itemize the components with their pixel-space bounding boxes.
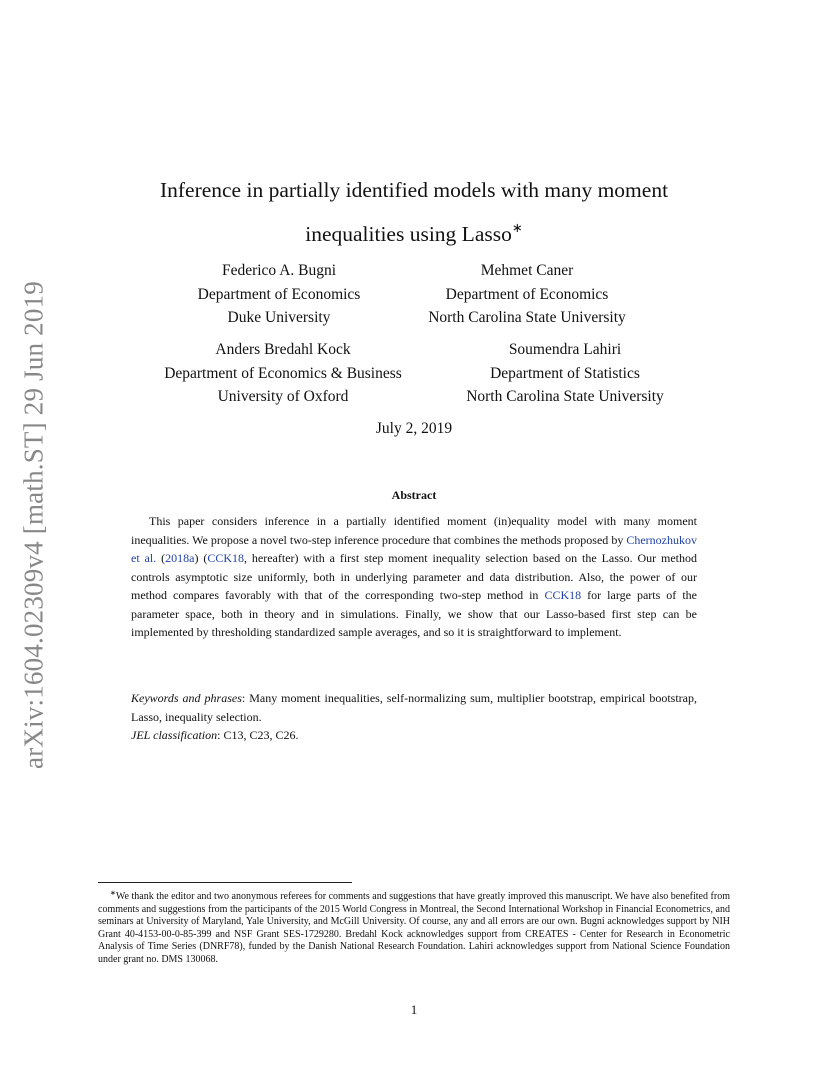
author-name: Anders Bredahl Kock — [215, 341, 351, 358]
author-institution: North Carolina State University — [466, 388, 664, 405]
jel-line — [131, 726, 697, 745]
author-institution: North Carolina State University — [428, 309, 626, 326]
citation-link-year[interactable]: 2018a — [165, 551, 195, 565]
title-line-2-text: inequalities using Lasso — [305, 222, 512, 246]
author-name: Federico A. Bugni — [221, 262, 337, 279]
keywords-text: : Many moment inequalities, self-normalizing sum, multiplier bootstrap, empirical bootstrap, Lasso, inequality selection. — [131, 691, 698, 724]
author-department: Department of Statistics — [490, 364, 640, 382]
abstract-body — [131, 512, 697, 642]
title-footnote — [98, 887, 730, 967]
author-department: Department of Economics & Business — [164, 364, 402, 382]
author-department: Department of Economics — [445, 285, 609, 303]
arxiv-identifier-stamp: arXiv:1604.02309v4 [math.ST] 29 Jun 2019 — [18, 281, 49, 769]
footnote-text: We thank the editor and two anonymous referees for comments and suggestions that have greatly improved this manuscript. We have also benefited from comments and suggestions from the participants of the 2015 World Congress in Montreal, the Second International Workshop in Financial Econometrics, and seminars at University of Maryland, Yale University, and McGill University. Of course, any and all errors are our own. Bugni acknowledges support by NIH Grant 40-4153-00-0-85-399 and NSF Grant SES-1729280. Bredahl Kock acknowledges support from CREATES - Center for Research in Econometric Analysis of Time Series (DNRF78), funded by the Danish National Research Foundation. Lahiri acknowledges support from National Science Foundation under grant no. DMS 130068. — [98, 891, 730, 965]
author-lahiri — [446, 338, 684, 409]
jel-label: JEL classification — [131, 728, 218, 742]
author-name: Soumendra Lahiri — [508, 341, 622, 358]
title-line-2 — [90, 209, 738, 253]
page-number: 1 — [410, 1002, 418, 1017]
abstract-text: for large parts of the parameter space, both in theory and in simulations. Finally, we show that our Lasso-based first step can be implemented by thresholding standardized sample averages, and so it is straightforward to implement. — [131, 588, 697, 639]
abstract-heading: Abstract — [391, 488, 437, 502]
author-kock — [146, 338, 420, 409]
abstract-text: ( — [156, 551, 166, 565]
citation-link-chernozhukov[interactable]: Chernozhukov et al. — [131, 532, 697, 565]
abstract-text: This paper considers inference in a partially identified moment (in)equality model with many moment inequalities. We propose a novel two-step inference procedure that combines the methods proposed by — [131, 514, 697, 547]
author-caner — [410, 259, 644, 330]
jel-text: : C13, C23, C26. — [217, 728, 299, 742]
title-footnote-mark[interactable]: ∗ — [511, 220, 523, 235]
abstract-text: ) ( — [194, 551, 208, 565]
citation-link-cck18[interactable]: CCK18 — [544, 588, 582, 602]
keywords-section — [131, 689, 697, 745]
paper-title — [90, 172, 738, 253]
citation-link-cck18[interactable]: CCK18 — [207, 551, 245, 565]
keywords-line — [131, 689, 697, 726]
author-institution: Duke University — [227, 309, 331, 326]
footnote-divider — [98, 882, 352, 883]
footnote-mark: ∗ — [110, 889, 116, 897]
title-line-1: Inference in partially identified models with many moment — [159, 178, 669, 202]
abstract-text: , hereafter) with a first step moment inequality selection based on the Lasso. Our method controls asymptotic size uniformly, both in underlying parameter and data distribution. Also, the power of our method compares favorably with that of the corresponding two-step method in — [131, 551, 698, 602]
author-name: Mehmet Caner — [480, 262, 574, 279]
author-department: Department of Economics — [197, 285, 361, 303]
keywords-label: Keywords and phrases — [131, 691, 242, 705]
author-institution: University of Oxford — [217, 388, 349, 405]
publication-date: July 2, 2019 — [375, 420, 453, 437]
author-bugni — [179, 259, 379, 330]
